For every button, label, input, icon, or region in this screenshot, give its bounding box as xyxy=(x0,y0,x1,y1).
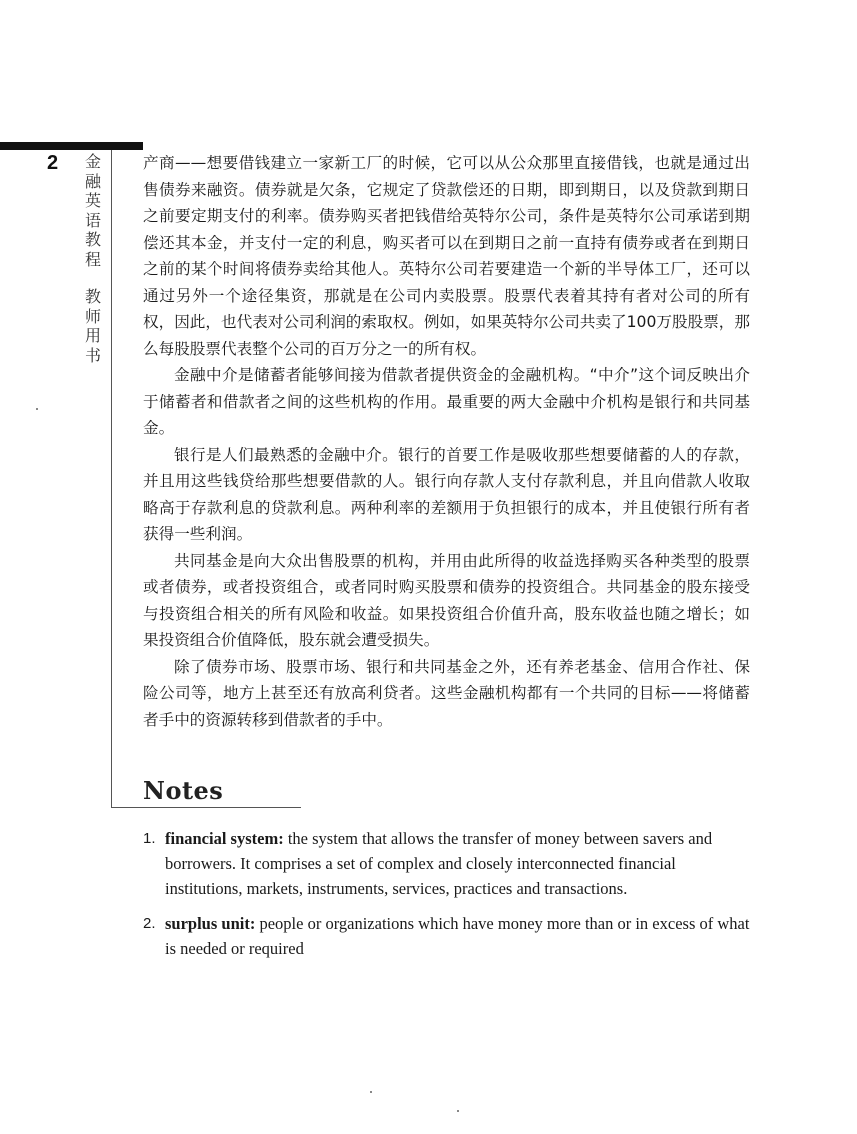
notes-heading: Notes xyxy=(143,776,224,805)
note-term: surplus unit: xyxy=(165,914,256,933)
notes-rule xyxy=(111,807,301,808)
side-title-char: 书 xyxy=(84,345,101,365)
scan-speck xyxy=(36,408,38,410)
side-title-char: 语 xyxy=(84,210,101,230)
scan-speck xyxy=(457,1110,459,1112)
side-title-char: 融 xyxy=(84,171,101,191)
notes-list xyxy=(143,826,753,971)
body-text xyxy=(143,150,750,733)
side-title-char: 教 xyxy=(84,230,101,249)
scan-speck xyxy=(370,1091,372,1093)
note-item xyxy=(143,826,753,901)
note-item xyxy=(143,911,753,961)
side-title-char: 教 xyxy=(84,287,101,306)
side-title-char: 程 xyxy=(84,249,101,269)
body-paragraph: 银行是人们最熟悉的金融中介。银行的首要工作是吸收那些想要储蓄的人的存款，并且用这些钱贷给那些想要借款的人。银行向存款人支付存款利息，并且向借款人收取略高于存款利息的贷款利息。两种利率的差额用于负担银行的成本，并且使银行所有者获得一些利润。 xyxy=(143,445,750,543)
side-book-title xyxy=(84,152,102,365)
side-title-gap xyxy=(84,269,102,287)
note-definition: the system that allows the transfer of money between savers and borrowers. It comprises a set of complex and closely interconnected financial institutions, markets, instruments, services, practices and transactions. xyxy=(165,829,713,898)
note-definition: people or organizations which have money more than or in excess of what is needed or required xyxy=(165,914,750,958)
body-paragraph: 金融中介是储蓄者能够间接为借款者提供资金的金融机构。“中介”这个词反映出介于储蓄者和借款者之间的这些机构的作用。最重要的两大金融中介机构是银行和共同基金。 xyxy=(143,366,750,437)
side-title-char: 金 xyxy=(84,152,101,171)
margin-rule xyxy=(111,150,112,807)
note-number: 2. xyxy=(143,915,156,932)
note-number: 1. xyxy=(143,830,156,847)
side-title-char: 师 xyxy=(84,306,101,326)
note-term: financial system: xyxy=(165,829,284,848)
body-paragraph: 除了债券市场、股票市场、银行和共同基金之外，还有养老基金、信用合作社、保险公司等，地方上甚至还有放高利贷者。这些金融机构都有一个共同的目标——将储蓄者手中的资源转移到借款者的手中。 xyxy=(143,657,750,729)
side-title-char: 用 xyxy=(84,326,101,345)
header-rule xyxy=(0,142,143,150)
body-paragraph: 共同基金是向大众出售股票的机构，并用由此所得的收益选择购买各种类型的股票或者债券，或者投资组合，或者同时购买股票和债券的投资组合。共同基金的股东接受与投资组合相关的所有风险和收益。如果投资组合价值升高，股东收益也随之增长；如果投资组合价值降低，股东就会遭受损失。 xyxy=(143,551,750,649)
side-title-char: 英 xyxy=(84,191,101,210)
page-number: 2 xyxy=(47,152,59,174)
body-paragraph: 产商——想要借钱建立一家新工厂的时候，它可以从公众那里直接借钱，也就是通过出售债券来融资。债券就是欠条，它规定了贷款偿还的日期，即到期日，以及贷款到期日之前要定期支付的利率。债券购买者把钱借给英特尔公司，条件是英特尔公司承诺到期偿还其本金，并支付一定的利息，购买者可以在到期日之前一直持有债券或者在到期日之前的某个时间将债券卖给其他人。英特尔公司若要建造一个新的半导体工厂，还可以通过另外一个途径集资，那就是在公司内卖股票。股票代表着其持有者对公司的所有权，因此，也代表对公司利润的索取权。例如，如果英特尔公司共卖了100万股股票，那么每股股票代表整个公司的百万分之一的所有权。 xyxy=(143,154,750,358)
